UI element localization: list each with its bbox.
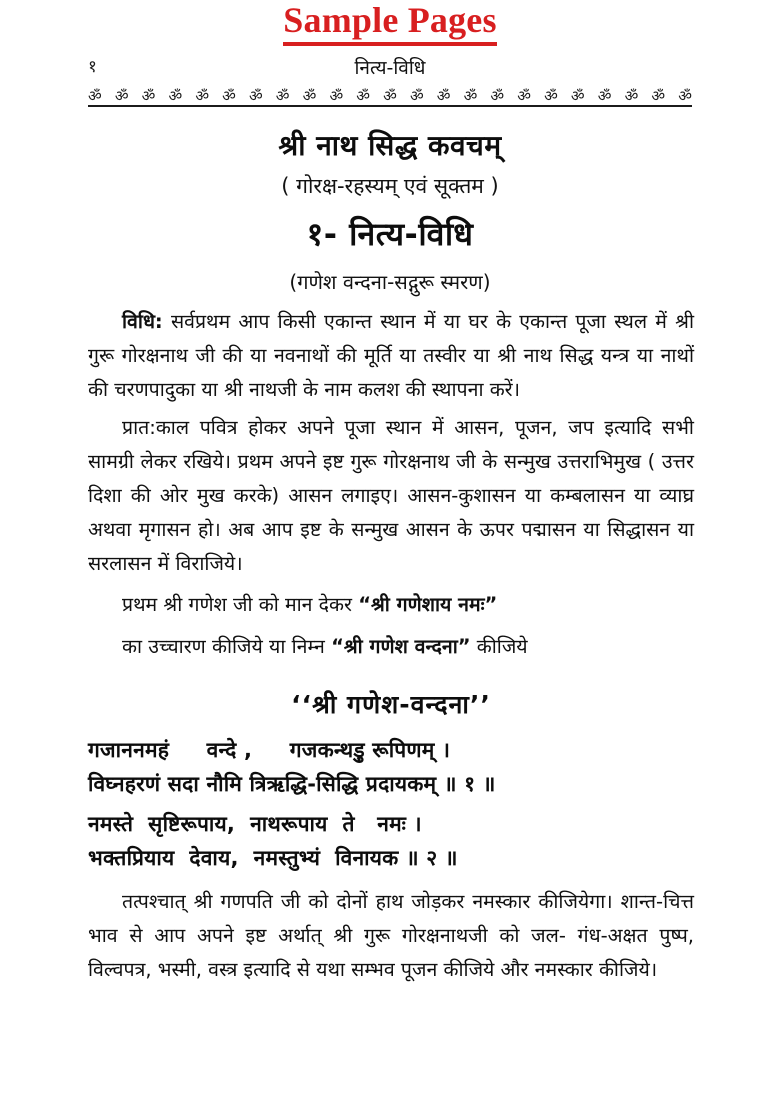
om-icon: ॐ xyxy=(624,87,639,104)
verse-block-1 xyxy=(88,733,694,801)
verse-2-line-2: भक्तप्रियाय देवाय, नमस्तुभ्यं विनायक ॥ २ ॥ xyxy=(88,846,458,870)
paragraph-ganesh-vandana-intro xyxy=(88,629,694,665)
om-icon: ॐ xyxy=(141,87,156,104)
om-icon: ॐ xyxy=(570,87,585,104)
om-icon: ॐ xyxy=(597,87,612,104)
om-icon: ॐ xyxy=(436,87,451,104)
vandana-intro-bold: “श्री गणेश वन्दना” xyxy=(331,635,471,658)
section-title: १- नित्य-विधि xyxy=(306,215,474,253)
ganesh-naman-mantra: “श्री गणेशाय नमः” xyxy=(358,593,498,616)
om-icon: ॐ xyxy=(329,87,344,104)
om-icon: ॐ xyxy=(678,87,692,104)
om-icon: ॐ xyxy=(544,87,558,104)
vandana-intro-plain: का उच्चारण कीजिये या निम्न xyxy=(122,635,332,658)
section-subtitle: (गणेश वन्दना-सद्गुरू स्मरण) xyxy=(289,270,491,294)
om-icon: ॐ xyxy=(463,87,478,104)
om-icon: ॐ xyxy=(356,87,370,104)
watermark-label: Sample Pages xyxy=(283,2,496,46)
om-icon: ॐ xyxy=(302,87,317,104)
document-subtitle: ( गोरक्ष-रहस्यम् एवं सूक्तम ) xyxy=(281,174,499,198)
om-icon: ॐ xyxy=(168,87,183,104)
om-icon: ॐ xyxy=(275,87,290,104)
om-icon: ॐ xyxy=(195,87,209,104)
om-icon: ॐ xyxy=(222,87,236,104)
sample-pages-watermark xyxy=(0,2,780,46)
om-icon: ॐ xyxy=(409,87,424,104)
ganesh-vandana-heading: ‘‘श्री गणेश-वन्दना’’ xyxy=(291,690,491,719)
page-number: १ xyxy=(88,57,97,77)
om-icon: ॐ xyxy=(383,87,397,104)
om-ornament-band xyxy=(88,84,692,107)
paragraph-pratahkal: प्रात:काल पवित्र होकर अपने पूजा स्थान में आसन, पूजन, जप इत्यादि सभी सामग्री लेकर रखिये। प्रथम अपने इष्ट गुरू गोरक्षनाथ जी के सन्मुख उत्तराभिमुख ( उत्तर दिशा की ओर मुख करके) आसन लगाइए। आसन-कुशासन या कम्बलासन या व्याघ्र अथवा मृगासन हो। अब आप इष्ट के सन्मुख आसन के ऊपर पद्मासन या सिद्धासन या सरलासन में विराजिये। xyxy=(88,416,694,575)
paragraph-vidhi-lead: विधि: xyxy=(122,310,163,333)
om-icon: ॐ xyxy=(114,87,129,104)
running-head xyxy=(0,54,780,80)
verse-block-2 xyxy=(88,807,694,875)
om-icon: ॐ xyxy=(88,87,102,104)
verse-1-line-1: गजाननमहं वन्दे , गजकन्थडु़ रूपिणम् । xyxy=(88,738,451,762)
header-divider-rule xyxy=(88,105,692,107)
verse-2-line-1: नमस्ते सृष्टिरूपाय, नाथरूपाय ते नमः । xyxy=(88,812,422,836)
paragraph-vidhi-text: सर्वप्रथम आप किसी एकान्त स्थान में या घर के एकान्त पूजा स्थल में श्री गुरू गोरक्षनाथ जी की या नवनाथों की मूर्ति या तस्वीर या श्री नाथ सिद्ध यन्त्र या नाथों की चरणपादुका या श्री नाथजी के नाम कलश की स्थापना करें। xyxy=(88,310,694,401)
om-icon: ॐ xyxy=(248,87,263,104)
running-head-title: नित्य-विधि xyxy=(354,57,426,79)
body-text-area xyxy=(88,305,694,991)
verse-1-line-2: विघ्नहरणं सदा नौमि त्रिऋद्धि-सिद्धि प्रदायकम् ॥ १ ॥ xyxy=(88,772,496,796)
paragraph-tatpashchat: तत्पश्चात् श्री गणपति जी को दोनों हाथ जोड़कर नमस्कार कीजियेगा। शान्त-चित्त भाव से आप अपने इष्ट अर्थात् श्री गुरू गोरक्षनाथजी को जल- गंध-अक्षत पुष्प, विल्वपत्र, भस्मी, वस्त्र इत्यादि से यथा सम्भव पूजन कीजिये और नमस्कार कीजिये। xyxy=(88,890,694,981)
om-glyph-row xyxy=(88,84,692,104)
vandana-intro-tail: कीजिये xyxy=(470,635,528,658)
ganesh-naman-plain: प्रथम श्री गणेश जी को मान देकर xyxy=(122,593,359,616)
paragraph-ganesh-naman xyxy=(88,587,694,623)
om-icon: ॐ xyxy=(651,87,666,104)
document-title: श्री नाथ सिद्ध कवचम् xyxy=(278,129,502,162)
paragraph-vidhi xyxy=(88,305,694,407)
om-icon: ॐ xyxy=(490,87,505,104)
om-icon: ॐ xyxy=(517,87,531,104)
